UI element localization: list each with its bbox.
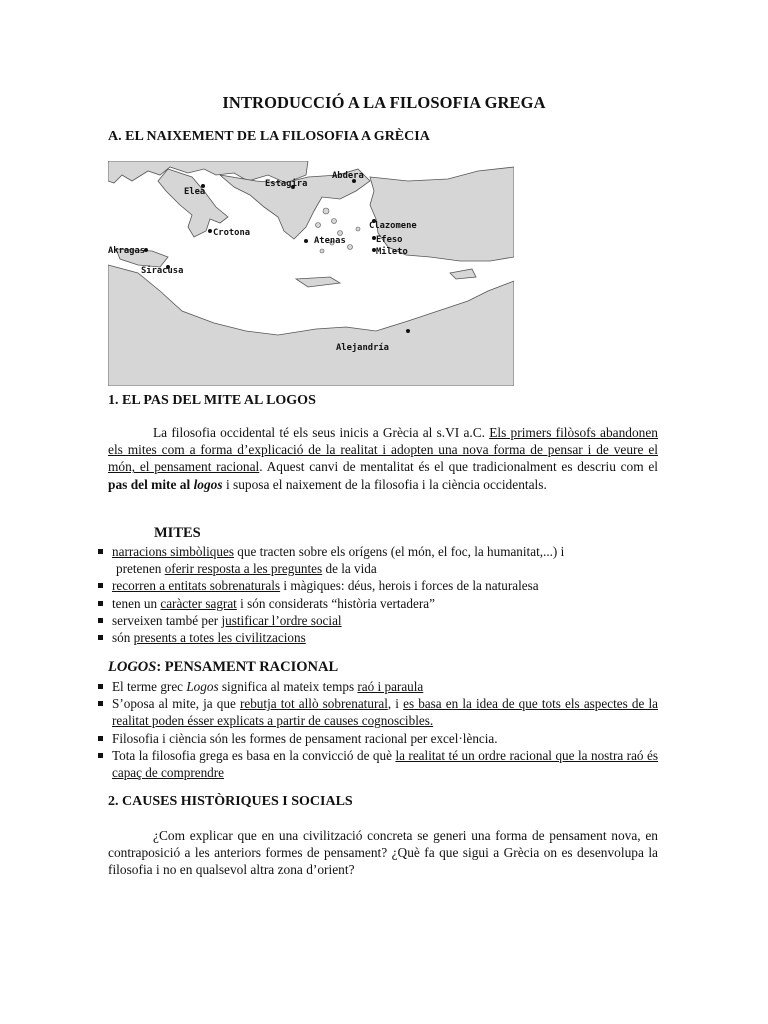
mites-item-2: recorren a entitats sobrenaturals i màgiques: déus, herois i forces de la naturalesa: [112, 577, 658, 594]
mites-item-1: narracions simbòliques que tracten sobre els orígens (el món, el foc, la humanitat,...) i: [112, 543, 658, 560]
map-label-estagira: Estagira: [265, 179, 308, 189]
p1-d: pas del mite al: [108, 476, 194, 492]
map-label-clazomene: Clazomene: [369, 221, 417, 231]
map-label-elea: Elea: [184, 187, 206, 197]
p1-f: i suposa el naixement de la filosofia i la ciència occidentals.: [222, 476, 547, 492]
map-label-siracusa: Siracusa: [141, 266, 184, 276]
page-title: INTRODUCCIÓ A LA FILOSOFIA GREGA: [222, 93, 546, 112]
mites-item-1-cont: pretenen oferir resposta a les preguntes de la vida: [116, 561, 377, 577]
logos-item-4: Tota la filosofia grega es basa en la convicció de què la realitat té un ordre racional que la nostra raó és capaç de comprendre: [112, 747, 658, 781]
logos-item-3: Filosofia i ciència són les formes de pensament racional per excel·lència.: [112, 730, 658, 747]
mites-item-5: són presents a totes les civilitzacions: [112, 629, 658, 646]
map-label-alejandria: Alejandría: [336, 343, 389, 353]
logos-heading: LOGOS: PENSAMENT RACIONAL: [108, 659, 339, 675]
map-of-ancient-greece: [108, 161, 514, 386]
section-2-heading: 2. CAUSES HISTÒRIQUES I SOCIALS: [108, 794, 353, 809]
section-a-heading: A. EL NAIXEMENT DE LA FILOSOFIA A GRÈCIA: [108, 129, 430, 144]
intro-paragraph: [108, 424, 658, 493]
p1-e: logos: [193, 476, 223, 492]
logos-item-1: El terme grec Logos significa al mateix temps raó i paraula: [112, 678, 658, 695]
map-image: [108, 161, 514, 386]
mites-list: [112, 543, 658, 646]
p1-b: Els primers filòsofs abandonen els mites com a forma d’explicació de la realitat i adopten una nova forma de pensar i de veure el món, el pensament racional: [108, 425, 658, 475]
mites-item-3: tenen un caràcter sagrat i són considerats “història vertadera”: [112, 595, 658, 612]
map-label-mileto: Mileto: [376, 247, 408, 257]
mites-heading: MITES: [154, 525, 201, 541]
p1-c: . Aquest canvi de mentalitat és el que tradicionalment es descriu com el: [259, 459, 659, 475]
map-label-efeso: Efeso: [376, 235, 403, 245]
map-label-akragas: Akragas: [108, 246, 146, 256]
section-1-heading: 1. EL PAS DEL MITE AL LOGOS: [108, 393, 316, 408]
logos-list: [112, 678, 658, 781]
mites-item-4: serveixen també per justificar l’ordre social: [112, 612, 658, 629]
logos-item-2: S’oposa al mite, ja que rebutja tot allò sobrenatural, i es basa en la idea de que tots els aspectes de la realitat poden ésser explicats a partir de causes cognoscibles.: [112, 695, 658, 729]
map-label-abdera: Abdera: [332, 171, 364, 181]
p1-a: La filosofia occidental té els seus inicis a Grècia al s.VI a.C.: [153, 425, 490, 440]
map-label-crotona: Crotona: [213, 228, 251, 238]
map-label-atenas: Atenas: [314, 236, 346, 246]
causes-paragraph: ¿Com explicar que en una civilització concreta se generi una forma de pensament nova, en contraposició a les anteriors formes de pensament? ¿Què fa que sigui a Grècia on es desenvolupa la filosofia i no en qualsevol altra zona d’orient?: [108, 828, 658, 878]
